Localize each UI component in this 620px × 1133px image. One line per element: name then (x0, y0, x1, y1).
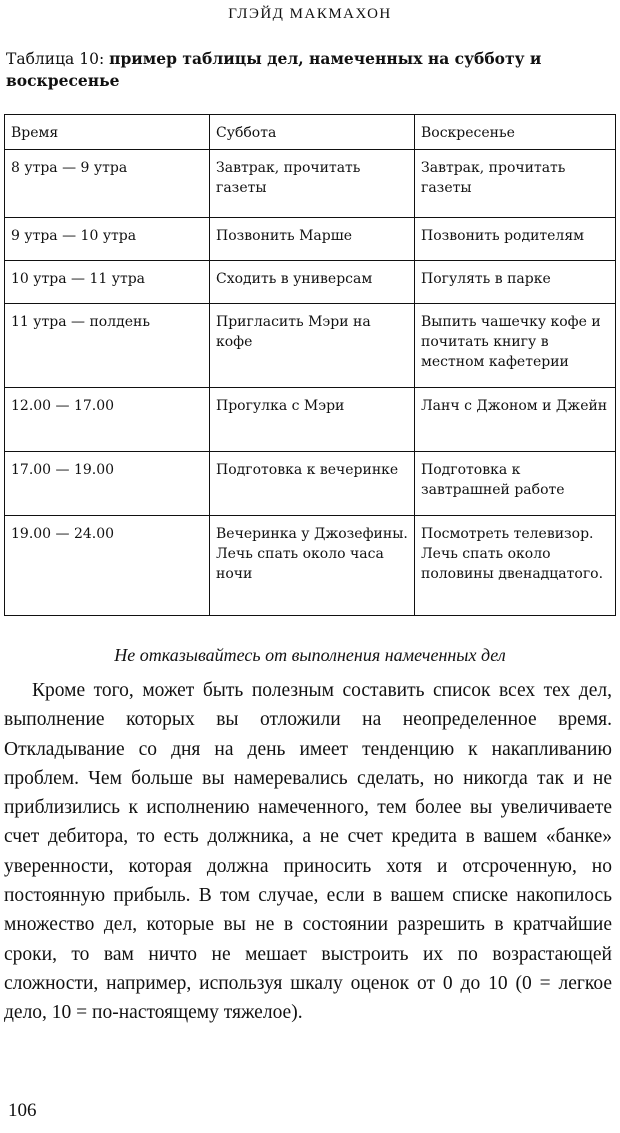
column-header-time: Время (5, 115, 210, 150)
table-caption-label: Таблица 10: (6, 50, 105, 68)
section-heading: Не отказывайтесь от выполнения намеченных дел (114, 645, 506, 665)
sunday-cell: Выпить чашечку кофе и почитать книгу в местном кафетерии (415, 304, 616, 388)
time-cell: 12.00 — 17.00 (5, 388, 210, 452)
sunday-cell: Ланч с Джоном и Джейн (415, 388, 616, 452)
saturday-cell: Позвонить Марше (210, 218, 415, 261)
time-cell: 9 утра — 10 утра (5, 218, 210, 261)
saturday-cell: Завтрак, прочитать газеты (210, 150, 415, 218)
sunday-cell: Завтрак, прочитать газеты (415, 150, 616, 218)
time-cell: 19.00 — 24.00 (5, 516, 210, 616)
saturday-cell: Подготовка к вечеринке (210, 452, 415, 516)
schedule-table (4, 114, 616, 616)
table-row (5, 388, 616, 452)
time-cell: 8 утра — 9 утра (5, 150, 210, 218)
running-header: ГЛЭЙД МАКМАХОН (228, 6, 392, 22)
table-row (5, 261, 616, 304)
saturday-cell: Сходить в универсам (210, 261, 415, 304)
page-number: 106 (8, 1100, 37, 1121)
sunday-cell: Позвонить родителям (415, 218, 616, 261)
column-header-saturday: Суббота (210, 115, 415, 150)
saturday-cell: Вечеринка у Джозефины. Лечь спать около часа ночи (210, 516, 415, 616)
sunday-cell: Посмотреть телевизор. Лечь спать около половины двенадцатого. (415, 516, 616, 616)
saturday-cell: Пригласить Мэри на кофе (210, 304, 415, 388)
table-row (5, 516, 616, 616)
time-cell: 10 утра — 11 утра (5, 261, 210, 304)
table-caption (6, 48, 614, 92)
table-row (5, 304, 616, 388)
sunday-cell: Подготовка к завтрашней работе (415, 452, 616, 516)
table-caption-text: пример таблицы дел, намеченных на субботу и воскресенье (6, 49, 542, 90)
saturday-cell: Прогулка с Мэри (210, 388, 415, 452)
table-row (5, 452, 616, 516)
body-text (4, 676, 612, 1028)
table-row (5, 218, 616, 261)
body-paragraph: Кроме того, может быть полезным составить список всех тех дел, выполнение которых вы отложили на неопределенное время. Откладывание со дня на день имеет тенденцию к накапливанию проблем. Чем больше вы намеревались сделать, но никогда так и не приблизились к исполнению намеченного, тем более вы увеличиваете счет дебитора, то есть должника, а не счет кредита в вашем «банке» уверенности, которая должна приносить хотя и отсроченную, но постоянную прибыль. В том случае, если в вашем списке накопилось множество дел, которые вы не в состоянии разрешить в кратчайшие сроки, то вам ничто не мешает выстроить их по возрастающей сложности, например, используя шкалу оценок от 0 до 10 (0 = легкое дело, 10 = по-настоящему тяжелое). (4, 680, 612, 1024)
table-row (5, 150, 616, 218)
time-cell: 17.00 — 19.00 (5, 452, 210, 516)
table-header-row (5, 115, 616, 150)
sunday-cell: Погулять в парке (415, 261, 616, 304)
column-header-sunday: Воскресенье (415, 115, 616, 150)
time-cell: 11 утра — полдень (5, 304, 210, 388)
